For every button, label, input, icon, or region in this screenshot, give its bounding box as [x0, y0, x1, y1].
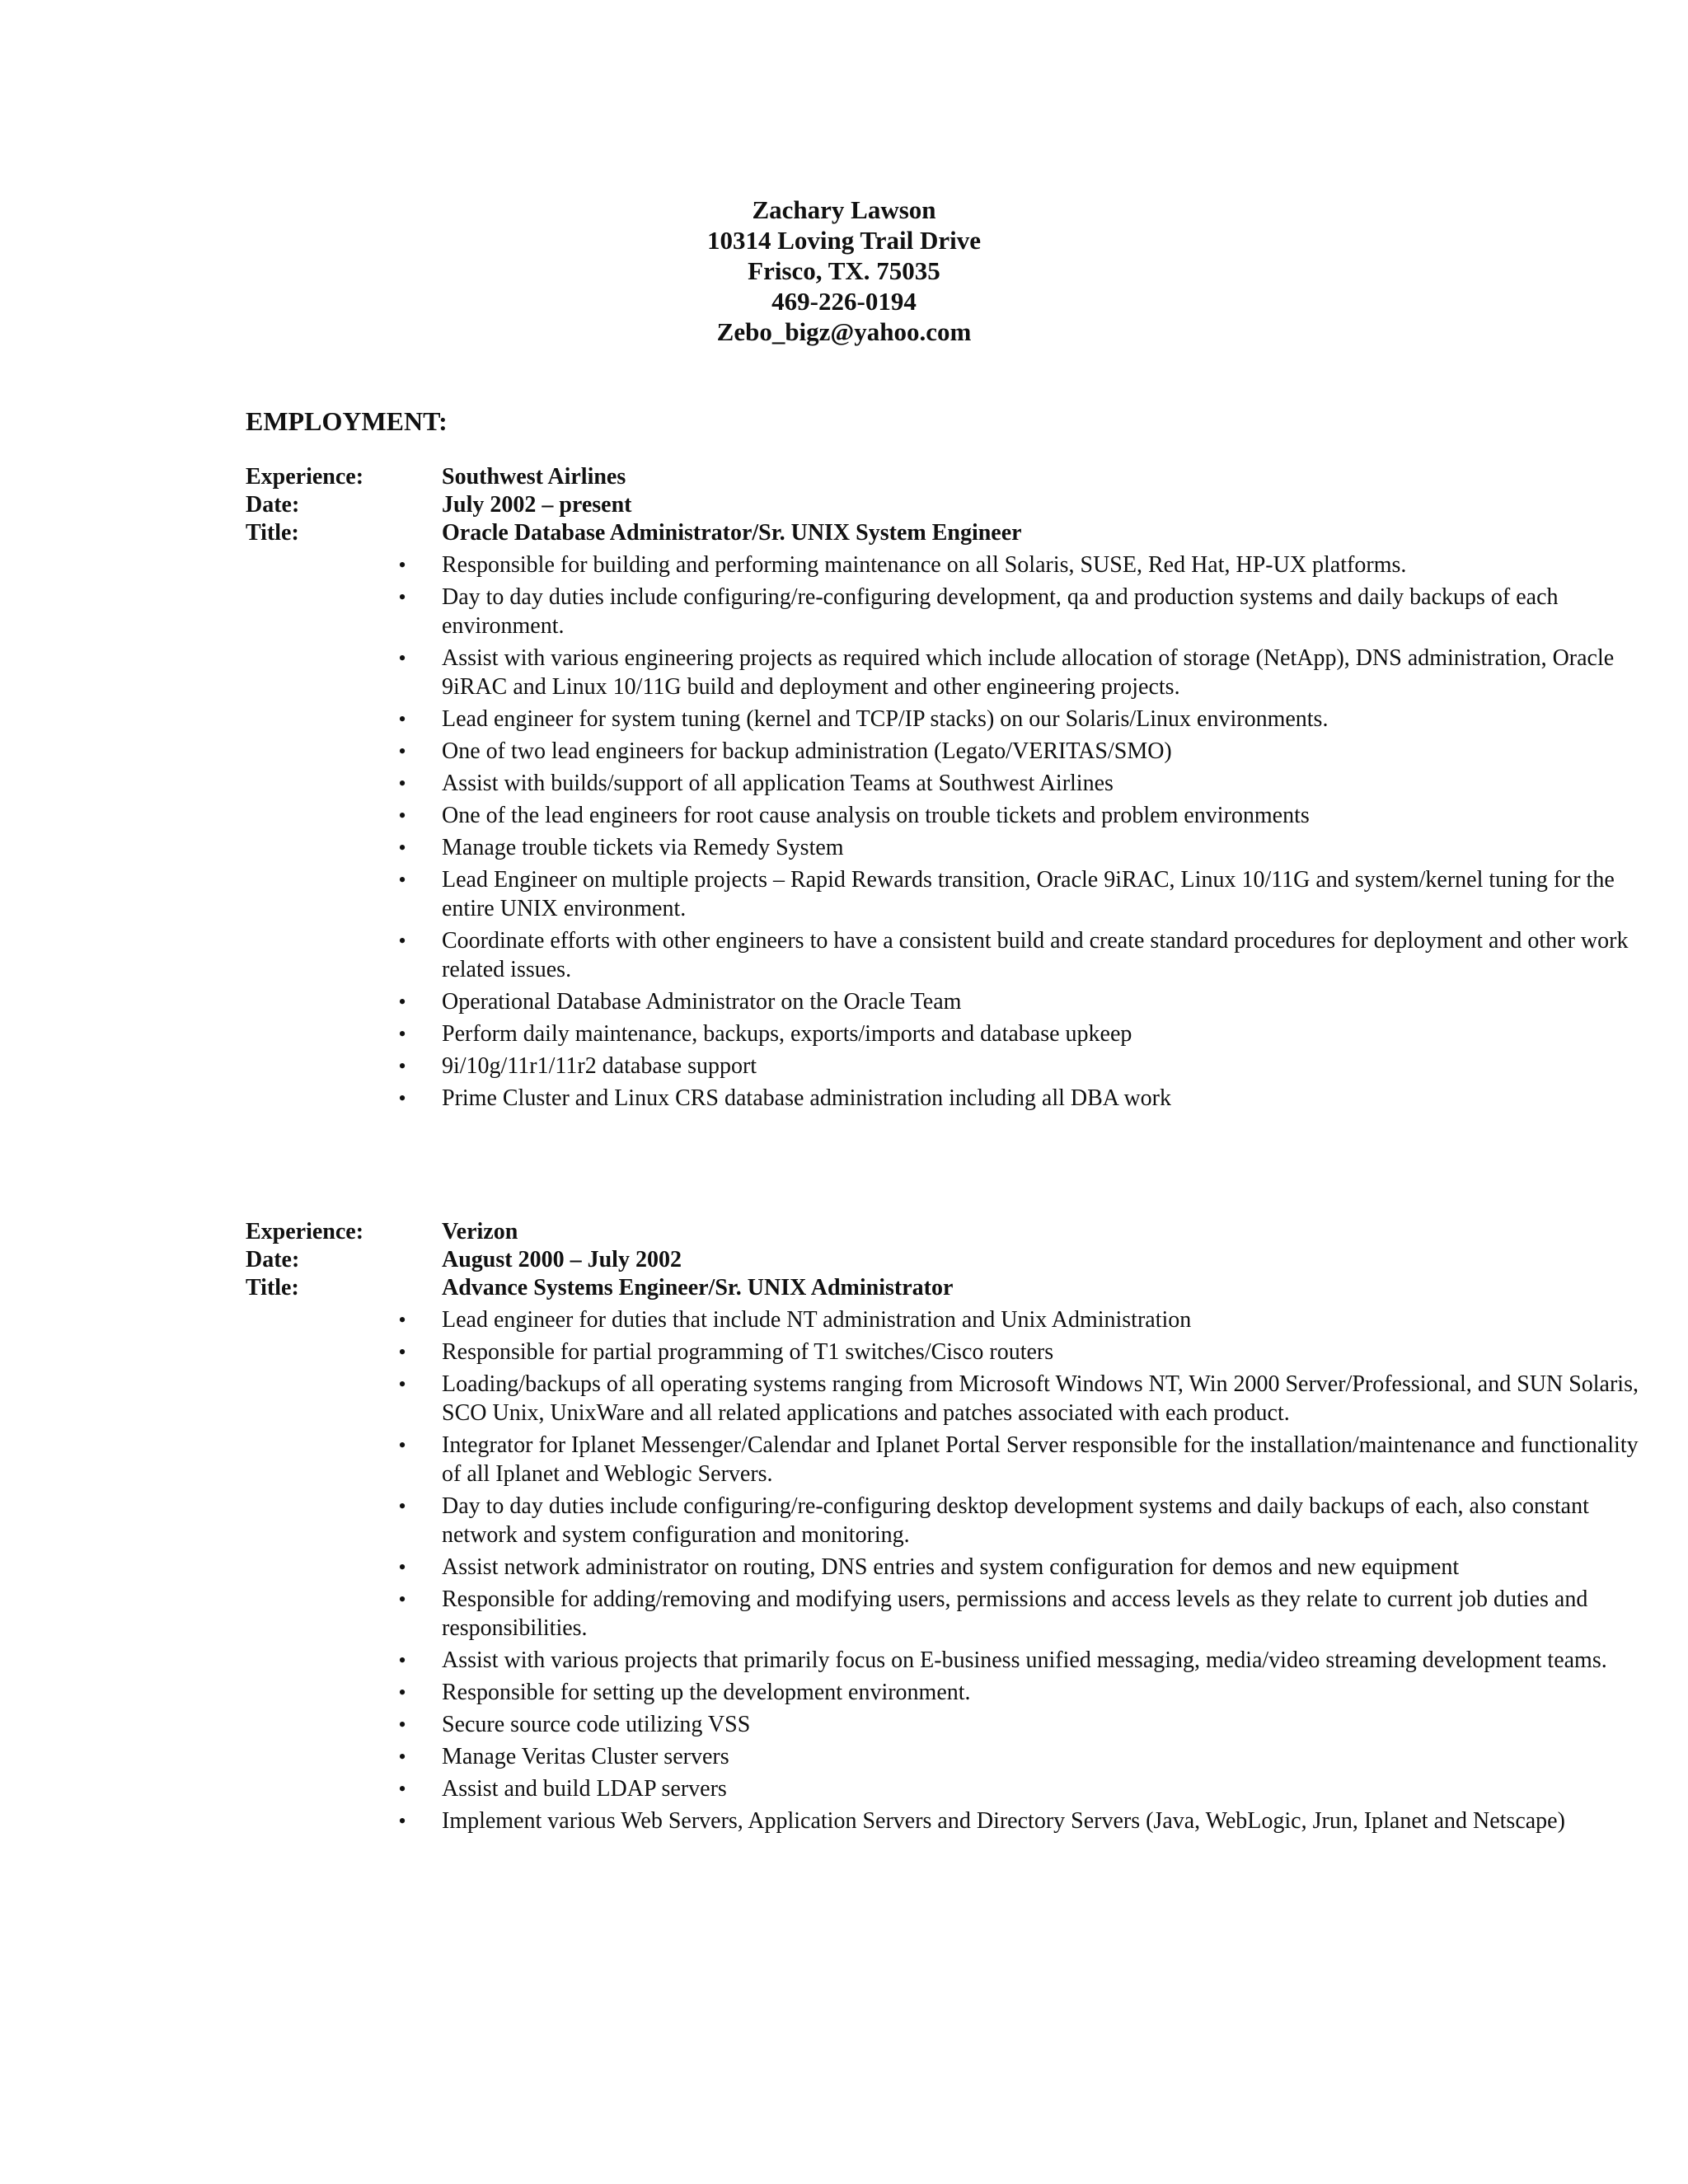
- title-row: [246, 1274, 1449, 1302]
- job-title: Oracle Database Administrator/Sr. UNIX System Engineer: [442, 520, 1022, 546]
- duty-item: [246, 833, 1662, 862]
- duty-item: [246, 583, 1662, 640]
- bullet-icon: •: [398, 1777, 406, 1801]
- duty-text: One of the lead engineers for root cause analysis on trouble tickets and problem environments: [442, 803, 1310, 828]
- duty-item: [246, 926, 1662, 984]
- bullet-icon: •: [398, 1433, 406, 1457]
- duty-text: Assist and build LDAP servers: [442, 1776, 727, 1802]
- bullet-icon: •: [398, 1555, 406, 1579]
- duty-text: Manage Veritas Cluster servers: [442, 1744, 729, 1769]
- duty-item: [246, 769, 1662, 798]
- duty-item: [246, 1646, 1662, 1675]
- bullet-icon: •: [398, 1372, 406, 1396]
- duties-list: [246, 1305, 1639, 1835]
- duty-text: Assist with builds/support of all application Teams at Southwest Airlines: [442, 771, 1114, 796]
- duty-item: [246, 1742, 1662, 1771]
- duty-text: Assist with various engineering projects as required which include allocation of storage (NetApp), DNS administration, Oracle 9iRAC and Linux 10/11G build and deployment and other engineering projects.: [442, 645, 1615, 700]
- title-label: Title:: [246, 1275, 299, 1301]
- duty-item: [246, 1585, 1662, 1643]
- duty-item: [246, 551, 1662, 579]
- duty-item: [246, 737, 1662, 766]
- company-name: Southwest Airlines: [442, 464, 626, 490]
- bullet-icon: •: [398, 1680, 406, 1704]
- bullet-icon: •: [398, 868, 406, 892]
- title-row: [246, 519, 1449, 547]
- bullet-icon: •: [398, 1713, 406, 1736]
- duty-text: Lead engineer for duties that include NT administration and Unix Administration: [442, 1307, 1192, 1333]
- duty-text: Coordinate efforts with other engineers to have a consistent build and create standard procedures for deployment and other work related issues.: [442, 928, 1629, 982]
- duty-text: Responsible for partial programming of T1 switches/Cisco routers: [442, 1339, 1054, 1365]
- duty-item: [246, 1431, 1662, 1488]
- contact-header: [0, 194, 1688, 347]
- bullet-icon: •: [398, 990, 406, 1014]
- bullet-icon: •: [398, 1054, 406, 1078]
- date-row: [246, 1246, 1449, 1274]
- contact-city: Frisco, TX. 75035: [748, 256, 940, 285]
- experience-label: Experience:: [246, 464, 364, 490]
- bullet-icon: •: [398, 929, 406, 953]
- duty-item: [246, 1052, 1662, 1080]
- duty-item: [246, 644, 1662, 701]
- employment-heading: EMPLOYMENT:: [246, 406, 448, 436]
- duty-item: [246, 1710, 1662, 1739]
- duty-item: [246, 1553, 1662, 1582]
- bullet-icon: •: [398, 646, 406, 670]
- duty-text: Responsible for building and performing maintenance on all Solaris, SUSE, Red Hat, HP-UX platforms.: [442, 552, 1407, 578]
- duty-text: Assist network administrator on routing, DNS entries and system configuration for demos and new equipment: [442, 1554, 1460, 1580]
- duty-text: Operational Database Administrator on the Oracle Team: [442, 989, 962, 1015]
- contact-email: Zebo_bigz@yahoo.com: [716, 317, 972, 346]
- job-title: Advance Systems Engineer/Sr. UNIX Administrator: [442, 1275, 954, 1301]
- duty-item: [246, 865, 1662, 923]
- bullet-icon: •: [398, 804, 406, 827]
- duty-item: [246, 1338, 1662, 1366]
- bullet-icon: •: [398, 1022, 406, 1046]
- duty-item: [246, 1678, 1662, 1707]
- bullet-icon: •: [398, 585, 406, 609]
- date-row: [246, 491, 1449, 519]
- duties-list: [246, 551, 1629, 1113]
- duty-text: Loading/backups of all operating systems ranging from Microsoft Windows NT, Win 2000 Server/Professional, and SUN Solaris, SCO Unix, UnixWare and all related applications and patches associated with each product.: [442, 1371, 1639, 1426]
- bullet-icon: •: [398, 836, 406, 860]
- duty-item: [246, 987, 1662, 1016]
- bullet-icon: •: [398, 707, 406, 731]
- duty-text: Integrator for Iplanet Messenger/Calendar and Iplanet Portal Server responsible for the installation/maintenance and functionality of all Iplanet and Weblogic Servers.: [442, 1432, 1639, 1487]
- date-label: Date:: [246, 1247, 300, 1272]
- bullet-icon: •: [398, 1648, 406, 1672]
- duty-text: Responsible for adding/removing and modifying users, permissions and access levels as they relate to current job duties and responsibilities.: [442, 1586, 1588, 1641]
- bullet-icon: •: [398, 1340, 406, 1364]
- duty-item: [246, 1492, 1662, 1549]
- duty-item: [246, 1305, 1662, 1334]
- experience-row: [246, 1218, 1449, 1246]
- duty-item: [246, 1774, 1662, 1803]
- bullet-icon: •: [398, 1308, 406, 1332]
- bullet-icon: •: [398, 1587, 406, 1611]
- duty-text: Day to day duties include configuring/re-configuring desktop development systems and daily backups of each, also constant network and system configuration and monitoring.: [442, 1493, 1589, 1548]
- bullet-icon: •: [398, 1494, 406, 1518]
- contact-street: 10314 Loving Trail Drive: [706, 226, 982, 255]
- job-entry: [246, 463, 1629, 1116]
- job-date: July 2002 – present: [442, 492, 632, 518]
- duty-item: [246, 705, 1662, 733]
- title-label: Title:: [246, 520, 299, 546]
- duty-text: Lead Engineer on multiple projects – Rapid Rewards transition, Oracle 9iRAC, Linux 10/11G and system/kernel tuning for the entire UNIX environment.: [442, 867, 1615, 921]
- duty-text: Prime Cluster and Linux CRS database administration including all DBA work: [442, 1085, 1172, 1111]
- duty-text: Implement various Web Servers, Application Servers and Directory Servers (Java, WebLogic, Jrun, Iplanet and Netscape): [442, 1808, 1565, 1834]
- bullet-icon: •: [398, 771, 406, 795]
- duty-text: Day to day duties include configuring/re-configuring development, qa and production systems and daily backups of each environment.: [442, 584, 1559, 639]
- duty-text: Secure source code utilizing VSS: [442, 1712, 751, 1737]
- experience-row: [246, 463, 1449, 491]
- duty-item: [246, 801, 1662, 830]
- duty-text: Assist with various projects that primarily focus on E-business unified messaging, media/video streaming development teams.: [442, 1647, 1607, 1673]
- bullet-icon: •: [398, 1745, 406, 1769]
- job-entry: [246, 1218, 1639, 1839]
- duty-text: Perform daily maintenance, backups, exports/imports and database upkeep: [442, 1021, 1132, 1047]
- bullet-icon: •: [398, 1086, 406, 1110]
- duty-item: [246, 1084, 1662, 1113]
- contact-name: Zachary Lawson: [752, 195, 936, 224]
- duty-item: [246, 1807, 1662, 1835]
- bullet-icon: •: [398, 553, 406, 577]
- duty-text: Manage trouble tickets via Remedy System: [442, 835, 844, 860]
- experience-label: Experience:: [246, 1219, 364, 1244]
- duty-text: 9i/10g/11r1/11r2 database support: [442, 1053, 757, 1079]
- duty-item: [246, 1370, 1662, 1427]
- duty-text: One of two lead engineers for backup administration (Legato/VERITAS/SMO): [442, 738, 1172, 764]
- duty-text: Lead engineer for system tuning (kernel and TCP/IP stacks) on our Solaris/Linux environments.: [442, 706, 1329, 732]
- bullet-icon: •: [398, 739, 406, 763]
- duty-item: [246, 1019, 1662, 1048]
- bullet-icon: •: [398, 1809, 406, 1833]
- job-date: August 2000 – July 2002: [442, 1247, 682, 1272]
- contact-phone: 469-226-0194: [771, 287, 917, 316]
- duty-text: Responsible for setting up the development environment.: [442, 1680, 971, 1705]
- date-label: Date:: [246, 492, 300, 518]
- company-name: Verizon: [442, 1219, 518, 1244]
